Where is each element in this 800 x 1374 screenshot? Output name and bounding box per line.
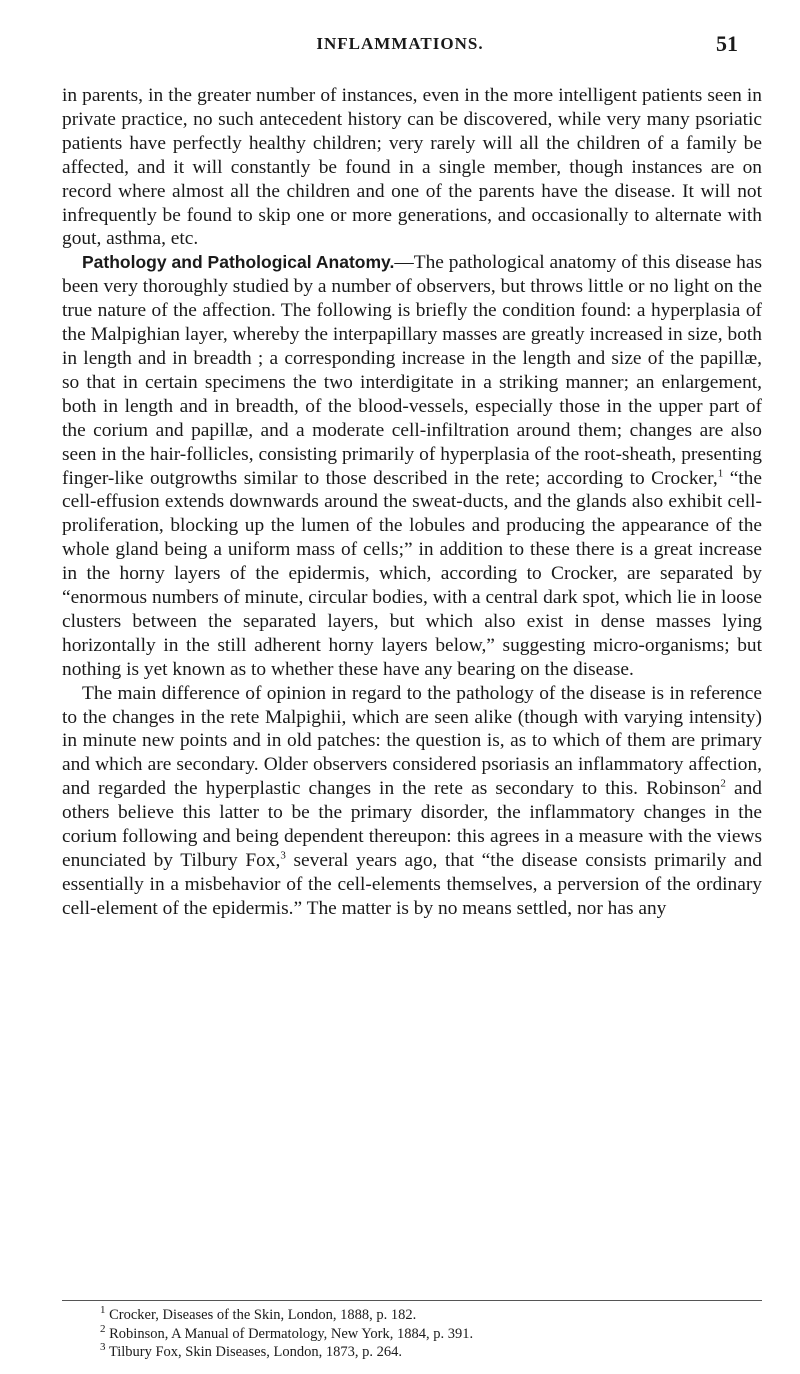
paragraph-pathology bbox=[62, 251, 762, 681]
section-heading: Pathology and Pathological Anatomy. bbox=[82, 252, 395, 273]
body-text bbox=[62, 84, 762, 921]
footnote-divider bbox=[62, 1300, 762, 1301]
footnote-text: Tilbury Fox, Skin Diseases, London, 1873, p. 264. bbox=[105, 1344, 402, 1360]
paragraph-text: The main difference of opinion in regard to the pathology of the disease is in reference to the changes in the rete Malpighii, which are seen alike (though with varying intensity) in minute new points and in old patches: the question is, as to which of them are primary and which are secondary. Older observers considered psoriasis an inflammatory affection, and regarded the hyperplastic changes in the rete as secondary to this. Robinson bbox=[62, 682, 762, 800]
page-number: 51 bbox=[716, 31, 738, 56]
footnote-mark: 1 bbox=[100, 1304, 106, 1317]
paragraph-text: —The pathological anatomy of this disease has been very thoroughly studied by a number of observers, but throws little or no light on the true nature of the affection. The following is briefly the condition found: a hyperplasia of the Malpighian layer, whereby the interpapillary masses are greatly increased in size, both in length and in breadth ; a corresponding increase in the length and size of the papillæ, so that in certain specimens the two interdigitate in a striking manner; an enlargement, both in length and in breadth, of the blood-vessels, especially those in the upper part of the corium and papillæ, and a moderate cell-infiltration around them; changes are also seen in the hair-follicles, consisting primarily of hyperplasia of the root-sheath, presenting finger-like outgrowths similar to those described in the rete; according to Crocker, bbox=[62, 252, 762, 489]
paragraph-text: and others believe this latter to be the primary disorder, the inflammatory changes in the corium following and being dependent thereupon: this agrees in a measure with the views enunciated by Tilbury Fox, bbox=[62, 778, 762, 871]
running-head: INFLAMMATIONS. bbox=[316, 34, 484, 53]
footnote bbox=[100, 1322, 750, 1344]
paragraph-text: “the cell-effusion extends downwards around the sweat-ducts, and the glands also exhibit cell-proliferation, blocking up the lumen of the lobules and producing the appearance of the whole gland being a uniform mass of cells;” in addition to these there is a great increase in the horny layers of the epidermis, which, according to Crocker, are separated by “enormous numbers of minute, circular bodies, with a central dark spot, which lie in loose clusters between the separated layers, but which also exist in dense masses lying horizontally in the still adherent horny layers below,” suggesting micro-organisms; but nothing is yet known as to whether these have any bearing on the disease. bbox=[62, 467, 762, 680]
footnotes bbox=[100, 1306, 750, 1362]
paragraph-text: several years ago, that “the disease consists primarily and essentially in a misbehavior of the cell-elements themselves, a perversion of the ordinary cell-element of the epidermis.” The matter is by no means settled, nor has any bbox=[62, 850, 762, 919]
page-header bbox=[62, 31, 738, 60]
footnote bbox=[100, 1343, 750, 1362]
footnote-reference: 2 bbox=[720, 777, 726, 790]
footnote bbox=[100, 1306, 750, 1325]
footnote-text: Robinson, A Manual of Dermatology, New York, 1884, p. 391. bbox=[105, 1325, 474, 1342]
paragraph-heredity bbox=[62, 84, 762, 251]
footnote-mark: 3 bbox=[100, 1341, 106, 1354]
paragraph-difference-of-opinion bbox=[62, 682, 762, 921]
footnote-reference: 3 bbox=[280, 849, 286, 862]
paragraph-text: in parents, in the greater number of instances, even in the more intelligent patients seen in private practice, no such antecedent history can be discovered, while very many psoriatic patients have perfectly healthy children; very rarely will all the children of a family be affected, and it will constantly be found in a single member, though instances are on record where almost all the children and one of the parents have the disease. It will not infrequently be found to skip one or more generations, and occasionally to alternate with gout, asthma, etc. bbox=[62, 85, 762, 250]
footnote-mark: 2 bbox=[100, 1322, 106, 1335]
footnote-reference: 1 bbox=[717, 467, 724, 480]
footnote-text: Crocker, Diseases of the Skin, London, 1888, p. 182. bbox=[105, 1307, 417, 1323]
